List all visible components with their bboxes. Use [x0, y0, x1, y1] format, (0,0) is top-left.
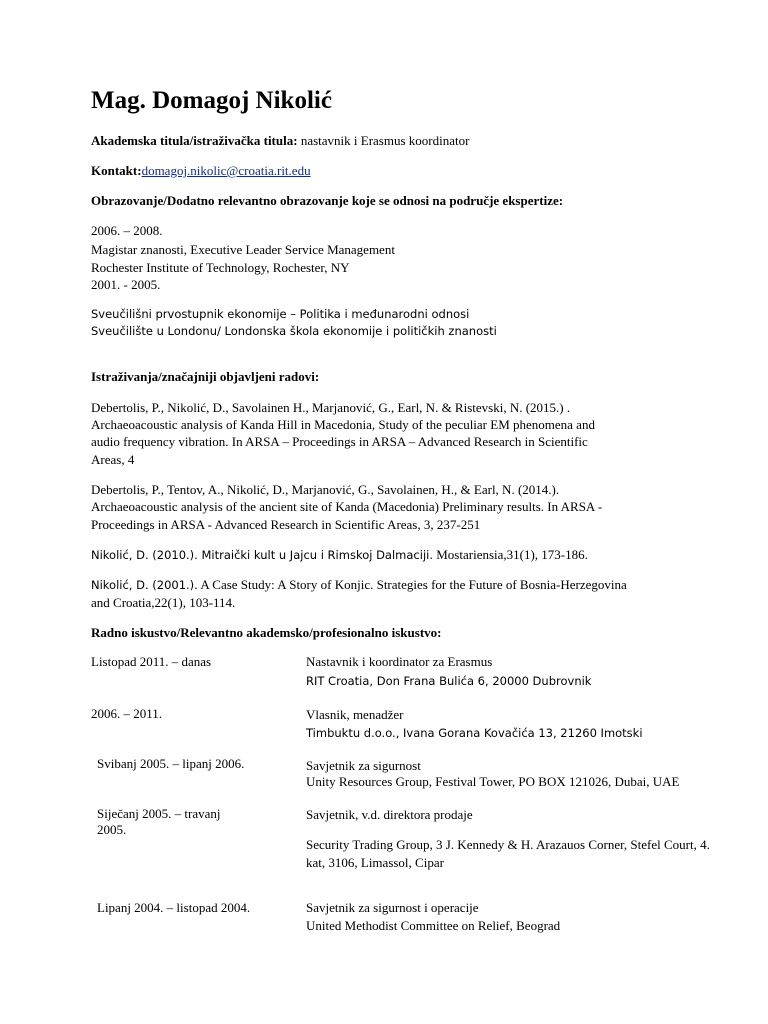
education-line: 2001. - 2005. — [91, 277, 161, 292]
contact-label: Kontakt: — [91, 163, 142, 178]
experience-role: Savjetnik za sigurnost — [306, 758, 421, 773]
academic-title-label: Akademska titula/istraživačka titula: — [91, 133, 298, 148]
experience-role: Vlasnik, menadžer — [306, 707, 404, 722]
page-title: Mag. Domagoj Nikolić — [91, 87, 332, 114]
experience-role: Nastavnik i koordinator za Erasmus — [306, 654, 493, 669]
publication-line: Archaeoacoustic analysis of Kanda Hill in Macedonia, Study of the peculiar EM phenomena and — [91, 417, 595, 432]
academic-title-line — [91, 133, 469, 149]
publication-line — [91, 547, 588, 563]
publication-line — [91, 577, 627, 593]
experience-period: 2005. — [97, 822, 127, 837]
education-line: Sveučilišni prvostupnik ekonomije – Politika i međunarodni odnosi — [91, 307, 470, 321]
publication-part: Nikolić, D. (2010.). Mitraički kult u Jajcu i Rimskoj Dalmaciji. — [91, 548, 433, 562]
experience-role: Savjetnik za sigurnost i operacije — [306, 900, 479, 915]
experience-period: Svibanj 2005. – lipanj 2006. — [97, 756, 245, 771]
publication-part: Nikolić, D. (2001.). — [91, 578, 198, 592]
contact-line — [91, 163, 311, 179]
experience-org: Unity Resources Group, Festival Tower, PO BOX 121026, Dubai, UAE — [306, 774, 680, 789]
experience-period: 2006. – 2011. — [91, 706, 163, 721]
experience-heading: Radno iskustvo/Relevantno akademsko/profesionalno iskustvo: — [91, 625, 442, 640]
publication-part: Mostariensia,31(1), 173-186. — [433, 547, 588, 562]
experience-period: Lipanj 2004. – listopad 2004. — [97, 900, 251, 915]
publication-line: Debertolis, P., Tentov, A., Nikolić, D., Marjanović, G., Savolainen, H., & Earl, N. (2014.). — [91, 482, 560, 497]
experience-period: Siječanj 2005. – travanj — [97, 806, 221, 821]
publication-line: Archaeoacoustic analysis of the ancient site of Kanda (Macedonia) Preliminary results. In ARSA - — [91, 499, 603, 514]
experience-org: United Methodist Committee on Relief, Beograd — [306, 918, 561, 933]
education-heading: Obrazovanje/Dodatno relevantno obrazovanje koje se odnosi na područje ekspertize: — [91, 193, 564, 208]
education-line: Sveučilište u Londonu/ Londonska škola ekonomije i političkih znanosti — [91, 324, 497, 338]
education-line: Rochester Institute of Technology, Rochester, NY — [91, 260, 350, 275]
experience-org: Security Trading Group, 3 J. Kennedy & H. Arazauos Corner, Stefel Court, 4. — [306, 837, 710, 852]
publication-part: A Case Study: A Story of Konjic. Strategies for the Future of Bosnia-Herzegovina — [197, 577, 627, 592]
experience-org: Timbuktu d.o.o., Ivana Gorana Kovačića 13, 21260 Imotski — [306, 726, 643, 740]
contact-email-link[interactable]: domagoj.nikolic@croatia.rit.edu — [141, 163, 311, 178]
publication-line: Debertolis, P., Nikolić, D., Savolainen H., Marjanović, G., Earl, N. & Ristevski, N. (2015.) . — [91, 400, 571, 415]
publication-line: audio frequency vibration. In ARSA – Proceedings in ARSA – Advanced Research in Scientific — [91, 434, 588, 449]
education-line: 2006. – 2008. — [91, 223, 163, 238]
experience-org: kat, 3106, Limassol, Cipar — [306, 855, 444, 870]
publication-line: Areas, 4 — [91, 452, 135, 467]
education-line: Magistar znanosti, Executive Leader Service Management — [91, 242, 395, 257]
research-heading: Istraživanja/značajniji objavljeni radovi: — [91, 369, 320, 384]
publication-line: and Croatia,22(1), 103-114. — [91, 595, 236, 610]
experience-role: Savjetnik, v.d. direktora prodaje — [306, 807, 473, 822]
experience-period: Listopad 2011. – danas — [91, 654, 212, 669]
experience-org: RIT Croatia, Don Frana Bulića 6, 20000 Dubrovnik — [306, 674, 592, 688]
academic-title-value: nastavnik i Erasmus koordinator — [297, 133, 470, 148]
publication-line: Proceedings in ARSA - Advanced Research in Scientific Areas, 3, 237-251 — [91, 517, 481, 532]
